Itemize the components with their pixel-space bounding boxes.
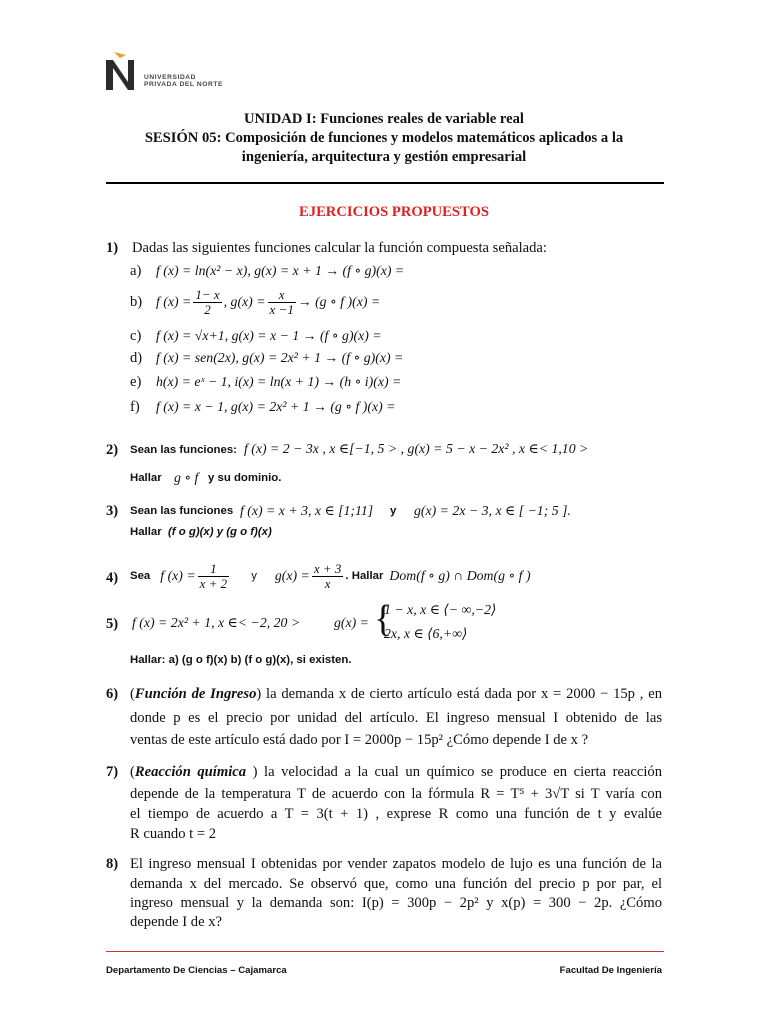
header-rule (106, 182, 664, 184)
exercise-1-number: 1) (106, 240, 119, 256)
exercise-2-hallar: Hallar (130, 472, 162, 484)
exercise-5-brace: { (374, 598, 393, 640)
exercise-1-intro: Dadas las siguientes funciones calcular la función compuesta señalada: (132, 240, 547, 256)
exercise-1c-label: c) (130, 328, 142, 344)
exercise-2-lead: Sean las funciones: (130, 444, 237, 456)
exercise-4-sea: Sea (130, 570, 151, 582)
exercise-1b-end: → (g ∘ f )(x) = (297, 294, 381, 309)
exercise-1b-f-numerator: 1− x (195, 286, 220, 302)
exercise-1f-formula: f (x) = x − 1, g(x) = 2x² + 1 → (g ∘ f )(x) = (156, 399, 396, 414)
exercise-1b-f-lhs: f (x) = (156, 294, 192, 309)
exercise-3-lead: Sean las funciones (130, 505, 234, 517)
exercise-7-line-4: R cuando t = 2 (130, 826, 217, 842)
exercise-1e-formula: h(x) = eˣ − 1, i(x) = ln(x + 1) → (h ∘ i)(x) = (156, 374, 402, 389)
section-title: EJERCICIOS PROPUESTOS (299, 204, 489, 220)
exercise-4-f-denominator: x + 2 (199, 575, 228, 591)
footer-department: Departamento De Ciencias – Cajamarca (106, 965, 287, 976)
exercise-3-f-formula: f (x) = x + 3, x ∈ [1;11] (240, 503, 374, 518)
exercise-1a-label: a) (130, 263, 142, 279)
exercise-4-f-fraction (198, 562, 230, 591)
exercise-7-line-3: el tiempo de acuerdo a T = 3(t + 1) , exprese R como una función de t y evalúe (130, 806, 662, 822)
exercise-6-line-2: donde p es el precio por unidad del artículo. El ingreso mensual I obtenido de las (130, 710, 662, 726)
exercise-6-line-1-text: ) la demanda x de cierto artículo está dada por x = 2000 − 15p , en (256, 686, 662, 702)
university-logo (104, 44, 244, 100)
exercise-4-g-fraction (312, 562, 344, 591)
exercise-8-line-4: depende I de x? (130, 914, 222, 930)
exercise-3-hallar: Hallar (130, 526, 162, 538)
exercise-4-g-denominator: x (312, 576, 344, 591)
exercise-5-f-formula: f (x) = 2x² + 1, x ∈< −2, 20 > (132, 615, 301, 630)
exercise-1b-f-denominator: 2 (193, 302, 221, 317)
exercise-7-line-2: depende de la temperatura T de acuerdo con la fórmula R = T⁵ + 3√T si T varía con (130, 786, 662, 802)
exercise-4-hallar: . Hallar (345, 570, 384, 582)
exercise-1b-formula (156, 282, 380, 322)
exercise-6-line-3: ventas de este artículo está dado por I = 2000p − 15p² ¿Cómo depende I de x ? (130, 732, 589, 748)
exercise-5-g-row-1: 1 − x, x ∈ ⟨− ∞,−2⟩ (384, 602, 497, 617)
exercise-1b-label: b) (130, 294, 143, 310)
exercise-3-tail: (f o g)(x) y (g o f)(x) (168, 526, 272, 538)
exercise-1b-g-numerator: x (278, 286, 285, 302)
exercise-3-number: 3) (106, 503, 119, 519)
exercise-8-line-1: El ingreso mensual I obtenidas por vender zapatos modelo de lujo es una función de la (130, 856, 662, 872)
logo-line-2: PRIVADA DEL NORTE (144, 81, 223, 88)
exercise-8-number: 8) (106, 856, 119, 872)
exercise-7-line-1-text: ) la velocidad a la cual un químico se produce en cierta reacción (246, 764, 662, 780)
exercise-8-line-2: demanda x del mercado. Se observó que, como una función del precio p por par, el (130, 876, 662, 892)
exercise-5-g-row-2: 2x, x ∈ ⟨6,+∞⟩ (384, 626, 468, 641)
exercise-4-g-numerator: x + 3 (313, 560, 342, 576)
exercise-8-line-3: ingreso mensual y la demanda son: I(p) = 300p − 2p² y x(p) = 300 − 2p. ¿Cómo (130, 895, 662, 911)
exercise-1a-formula: f (x) = ln(x² − x), g(x) = x + 1 → (f ∘ g)(x) = (156, 263, 405, 278)
exercise-4-f-numerator: 1 (210, 560, 217, 576)
exercise-1b-g-denominator: x −1 (269, 301, 294, 317)
exercise-4-and: y (251, 570, 257, 582)
exercise-1c-formula: f (x) = √x+1, g(x) = x − 1 → (f ∘ g)(x) = (156, 328, 382, 343)
exercise-3-g-formula: g(x) = 2x − 3, x ∈ [ −1; 5 ]. (414, 503, 571, 518)
logo-line-1: UNIVERSIDAD (144, 74, 197, 81)
exercise-2-formula: f (x) = 2 − 3x , x ∈[−1, 5 > , g(x) = 5 − x − 2x² , x ∈< 1,10 > (244, 441, 589, 456)
exercise-4-number: 4) (106, 570, 119, 586)
exercise-6-number: 6) (106, 686, 119, 702)
session-subtitle: ingeniería, arquitectura y gestión empresarial (241, 149, 527, 165)
exercise-2-composition: g ∘ f (174, 470, 199, 485)
exercise-6-line-1: (Función de Ingreso) la demanda x de cierto artículo está dada por x = 2000 − 15p , en (130, 686, 662, 702)
exercise-4-g-lhs: g(x) = (274, 568, 310, 583)
exercise-2-number: 2) (106, 442, 119, 458)
exercise-5-number: 5) (106, 616, 119, 632)
footer-faculty: Facultad De Ingeniería (559, 965, 662, 976)
session-title: SESIÓN 05: Composición de funciones y modelos matemáticos aplicados a la (144, 130, 624, 146)
exercise-7-line-1: (Reacción química ) la velocidad a la cual un químico se produce en cierta reacción (130, 764, 662, 780)
footer-rule (106, 951, 664, 952)
exercise-5-g-lhs: g(x) = (334, 615, 369, 630)
exercise-4-row (130, 556, 531, 596)
exercise-1d-formula: f (x) = sen(2x), g(x) = 2x² + 1 → (f ∘ g)(x) = (156, 350, 404, 365)
logo-wordmark (144, 74, 223, 88)
exercise-4-domain: Dom(f ∘ g) ∩ Dom(g ∘ f ) (389, 568, 531, 583)
exercise-1b-g-fraction (268, 288, 296, 317)
exercise-1b-g-lhs: , g(x) = (223, 294, 266, 309)
exercise-7-title: Reacción química (134, 764, 247, 780)
exercise-3-and: y (390, 505, 397, 517)
exercise-4-f-lhs: f (x) = (160, 568, 196, 583)
exercise-2-tail: y su dominio. (208, 472, 282, 484)
exercise-7-number: 7) (106, 764, 119, 780)
exercise-5-hallar: Hallar: a) (g o f)(x) b) (f o g)(x), si existen. (130, 654, 352, 666)
exercise-1f-label: f) (130, 399, 140, 415)
exercise-6-title: Función de Ingreso (134, 686, 257, 702)
exercise-1e-label: e) (130, 374, 142, 390)
exercise-1b-f-fraction (193, 288, 221, 317)
unit-title: UNIDAD I: Funciones reales de variable real (244, 111, 524, 127)
exercise-1d-label: d) (130, 350, 143, 366)
logo-n-mark (104, 52, 138, 92)
